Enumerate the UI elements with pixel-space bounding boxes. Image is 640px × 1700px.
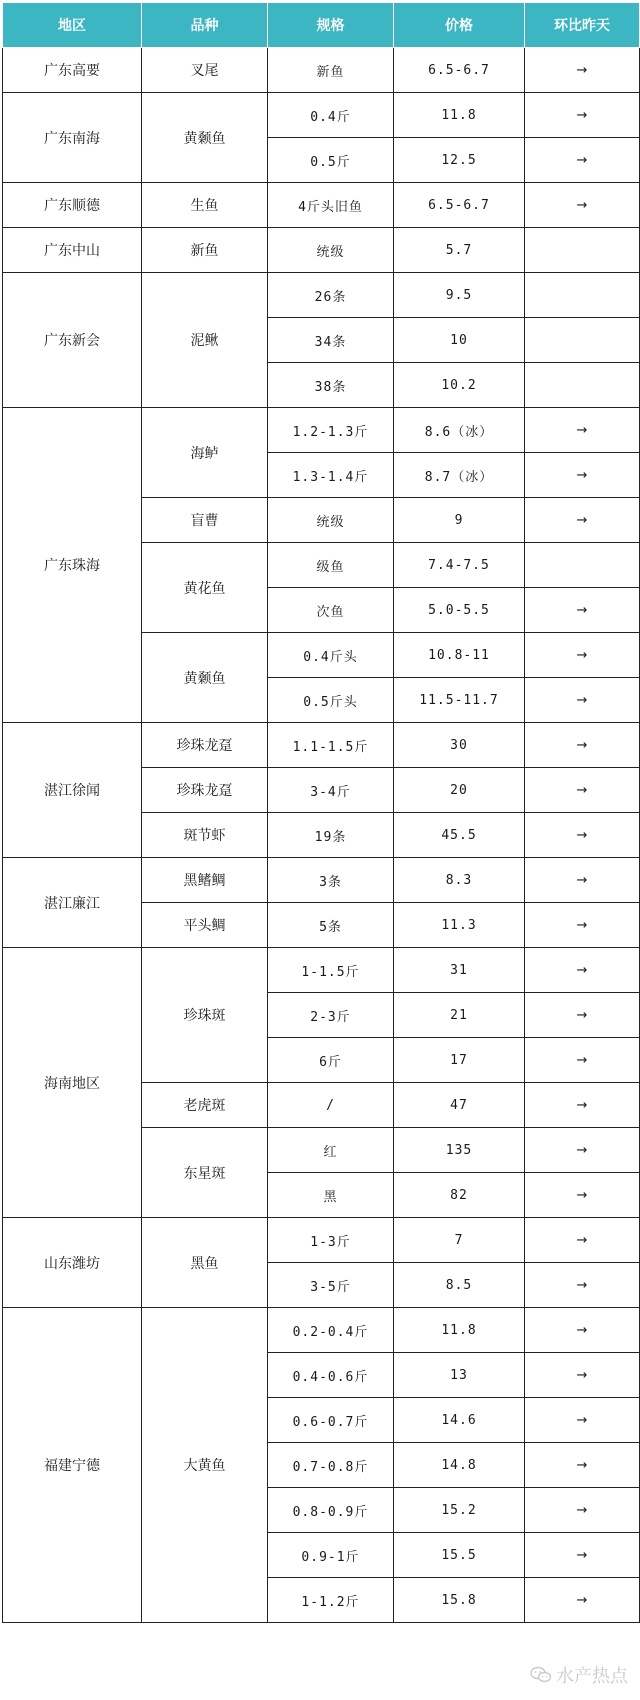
change-cell: →: [525, 768, 640, 813]
species-cell: 黄花鱼: [142, 543, 268, 633]
species-cell: 黄颡鱼: [142, 93, 268, 183]
price-cell: 8.7（冰）: [394, 453, 525, 498]
spec-cell: 0.4斤: [268, 93, 394, 138]
price-cell: 11.8: [394, 1308, 525, 1353]
price-cell: 15.5: [394, 1533, 525, 1578]
spec-cell: 34条: [268, 318, 394, 363]
species-cell: 黑鱼: [142, 1218, 268, 1308]
price-cell: 82: [394, 1173, 525, 1218]
species-cell: 珍珠龙趸: [142, 723, 268, 768]
change-cell: [525, 318, 640, 363]
change-cell: →: [525, 1263, 640, 1308]
price-cell: 6.5-6.7: [394, 183, 525, 228]
price-cell: 21: [394, 993, 525, 1038]
spec-cell: 0.5斤: [268, 138, 394, 183]
price-cell: 12.5: [394, 138, 525, 183]
spec-cell: 0.8-0.9斤: [268, 1488, 394, 1533]
change-cell: →: [525, 1083, 640, 1128]
spec-cell: 1-1.2斤: [268, 1578, 394, 1623]
region-cell: 湛江廉江: [3, 858, 142, 948]
spec-cell: 0.4斤头: [268, 633, 394, 678]
change-cell: →: [525, 93, 640, 138]
region-cell: 海南地区: [3, 948, 142, 1218]
spec-cell: 1-3斤: [268, 1218, 394, 1263]
price-cell: 11.5-11.7: [394, 678, 525, 723]
spec-cell: 0.9-1斤: [268, 1533, 394, 1578]
change-cell: →: [525, 1398, 640, 1443]
table-row: [3, 48, 640, 93]
change-cell: [525, 273, 640, 318]
spec-cell: 5条: [268, 903, 394, 948]
price-cell: 5.7: [394, 228, 525, 273]
spec-cell: 1.2-1.3斤: [268, 408, 394, 453]
price-cell: 11.8: [394, 93, 525, 138]
change-cell: →: [525, 903, 640, 948]
change-cell: →: [525, 453, 640, 498]
change-cell: →: [525, 678, 640, 723]
header-species: 品种: [142, 3, 268, 48]
change-cell: →: [525, 1128, 640, 1173]
spec-cell: 0.6-0.7斤: [268, 1398, 394, 1443]
price-cell: 11.3: [394, 903, 525, 948]
species-cell: 大黄鱼: [142, 1308, 268, 1623]
watermark: [530, 1662, 628, 1688]
species-cell: 新鱼: [142, 228, 268, 273]
spec-cell: 2-3斤: [268, 993, 394, 1038]
spec-cell: 38条: [268, 363, 394, 408]
spec-cell: 统级: [268, 498, 394, 543]
change-cell: →: [525, 183, 640, 228]
spec-cell: /: [268, 1083, 394, 1128]
spec-cell: 1.1-1.5斤: [268, 723, 394, 768]
change-cell: →: [525, 1443, 640, 1488]
wechat-icon: [530, 1666, 552, 1684]
table-row: [3, 723, 640, 768]
region-cell: 广东珠海: [3, 408, 142, 723]
price-cell: 135: [394, 1128, 525, 1173]
price-cell: 7: [394, 1218, 525, 1263]
price-cell: 31: [394, 948, 525, 993]
change-cell: →: [525, 498, 640, 543]
price-cell: 10.8-11: [394, 633, 525, 678]
change-cell: [525, 363, 640, 408]
price-cell: 8.3: [394, 858, 525, 903]
spec-cell: 0.5斤头: [268, 678, 394, 723]
change-cell: →: [525, 993, 640, 1038]
species-cell: 黑鳍鲷: [142, 858, 268, 903]
change-cell: →: [525, 1308, 640, 1353]
price-cell: 47: [394, 1083, 525, 1128]
species-cell: 泥鳅: [142, 273, 268, 408]
spec-cell: 统级: [268, 228, 394, 273]
price-table: [2, 2, 640, 1623]
change-cell: →: [525, 1578, 640, 1623]
spec-cell: 19条: [268, 813, 394, 858]
change-cell: →: [525, 633, 640, 678]
price-cell: 10.2: [394, 363, 525, 408]
species-cell: 平头鲷: [142, 903, 268, 948]
table-row: [3, 408, 640, 453]
change-cell: [525, 228, 640, 273]
change-cell: →: [525, 1038, 640, 1083]
table-row: [3, 273, 640, 318]
region-cell: 广东顺德: [3, 183, 142, 228]
price-cell: 9: [394, 498, 525, 543]
spec-cell: 0.2-0.4斤: [268, 1308, 394, 1353]
spec-cell: 红: [268, 1128, 394, 1173]
species-cell: 叉尾: [142, 48, 268, 93]
table-body: [3, 48, 640, 1623]
spec-cell: 黑: [268, 1173, 394, 1218]
header-price: 价格: [394, 3, 525, 48]
change-cell: →: [525, 813, 640, 858]
change-cell: →: [525, 1533, 640, 1578]
species-cell: 黄颡鱼: [142, 633, 268, 723]
region-cell: 广东中山: [3, 228, 142, 273]
spec-cell: 1-1.5斤: [268, 948, 394, 993]
spec-cell: 3-5斤: [268, 1263, 394, 1308]
price-cell: 5.0-5.5: [394, 588, 525, 633]
change-cell: →: [525, 1218, 640, 1263]
species-cell: 斑节虾: [142, 813, 268, 858]
region-cell: 湛江徐闻: [3, 723, 142, 858]
species-cell: 珍珠斑: [142, 948, 268, 1083]
price-cell: 8.5: [394, 1263, 525, 1308]
header-change: 环比昨天: [525, 3, 640, 48]
spec-cell: 6斤: [268, 1038, 394, 1083]
change-cell: →: [525, 1173, 640, 1218]
price-cell: 6.5-6.7: [394, 48, 525, 93]
change-cell: [525, 543, 640, 588]
watermark-text: 水产热点: [556, 1666, 628, 1687]
price-table-container: [2, 2, 639, 1623]
spec-cell: 1.3-1.4斤: [268, 453, 394, 498]
spec-cell: 3条: [268, 858, 394, 903]
price-cell: 14.6: [394, 1398, 525, 1443]
change-cell: →: [525, 948, 640, 993]
header-spec: 规格: [268, 3, 394, 48]
price-cell: 10: [394, 318, 525, 363]
price-cell: 15.8: [394, 1578, 525, 1623]
species-cell: 珍珠龙趸: [142, 768, 268, 813]
change-cell: →: [525, 588, 640, 633]
price-cell: 45.5: [394, 813, 525, 858]
table-row: [3, 183, 640, 228]
table-row: [3, 948, 640, 993]
price-cell: 30: [394, 723, 525, 768]
change-cell: →: [525, 138, 640, 183]
spec-cell: 新鱼: [268, 48, 394, 93]
change-cell: →: [525, 1488, 640, 1533]
region-cell: 福建宁德: [3, 1308, 142, 1623]
price-cell: 20: [394, 768, 525, 813]
spec-cell: 26条: [268, 273, 394, 318]
table-header-row: [3, 3, 640, 48]
price-cell: 17: [394, 1038, 525, 1083]
species-cell: 生鱼: [142, 183, 268, 228]
table-row: [3, 228, 640, 273]
region-cell: 广东南海: [3, 93, 142, 183]
spec-cell: 4斤头旧鱼: [268, 183, 394, 228]
species-cell: 海鲈: [142, 408, 268, 498]
spec-cell: 次鱼: [268, 588, 394, 633]
price-cell: 14.8: [394, 1443, 525, 1488]
table-row: [3, 1308, 640, 1353]
region-cell: 广东新会: [3, 273, 142, 408]
spec-cell: 3-4斤: [268, 768, 394, 813]
species-cell: 盲曹: [142, 498, 268, 543]
species-cell: 老虎斑: [142, 1083, 268, 1128]
species-cell: 东星斑: [142, 1128, 268, 1218]
price-cell: 8.6（冰）: [394, 408, 525, 453]
region-cell: 山东潍坊: [3, 1218, 142, 1308]
price-cell: 15.2: [394, 1488, 525, 1533]
change-cell: →: [525, 408, 640, 453]
spec-cell: 级鱼: [268, 543, 394, 588]
change-cell: →: [525, 1353, 640, 1398]
spec-cell: 0.7-0.8斤: [268, 1443, 394, 1488]
header-region: 地区: [3, 3, 142, 48]
table-row: [3, 93, 640, 138]
price-cell: 7.4-7.5: [394, 543, 525, 588]
region-cell: 广东高要: [3, 48, 142, 93]
price-cell: 9.5: [394, 273, 525, 318]
change-cell: →: [525, 48, 640, 93]
price-cell: 13: [394, 1353, 525, 1398]
table-row: [3, 858, 640, 903]
table-row: [3, 1218, 640, 1263]
change-cell: →: [525, 723, 640, 768]
change-cell: →: [525, 858, 640, 903]
spec-cell: 0.4-0.6斤: [268, 1353, 394, 1398]
